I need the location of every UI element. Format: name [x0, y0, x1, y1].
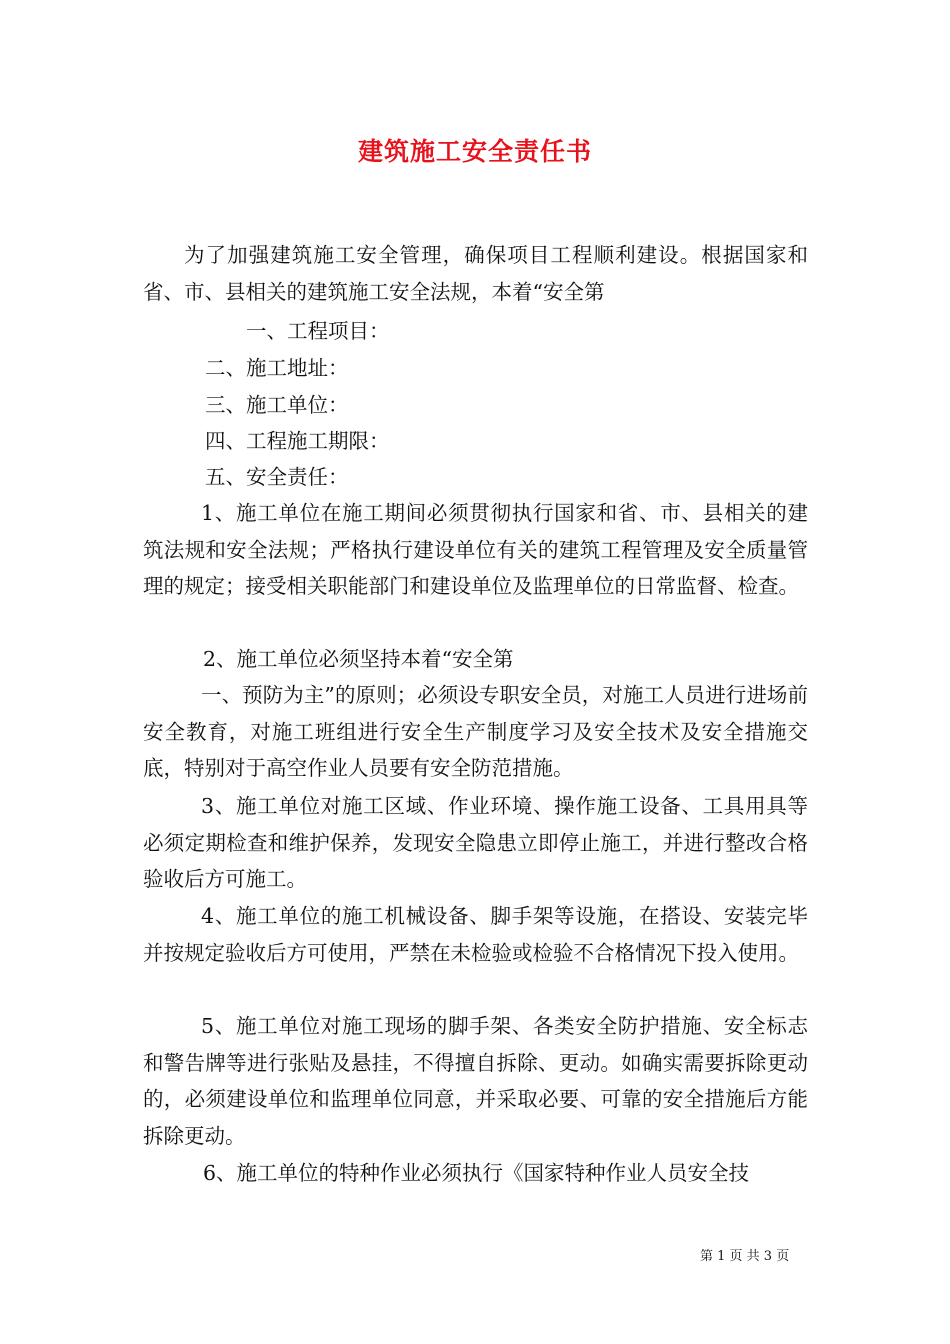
item-period: 四、工程施工期限： [205, 429, 390, 453]
page-number: 第 1 页 共 3 页 [700, 1249, 790, 1264]
clause-5: 5、施工单位对施工现场的脚手架、各类安全防护措施、安全标志和警告牌等进行张贴及悬挂，不得擅自拆除、更动。如确实需要拆除更动的，必须建设单位和监理单位同意，并采取必要、可靠的安全措施后方能拆除更动。 [143, 1014, 808, 1148]
item-project: 一、工程项目： [246, 319, 390, 343]
clause-1: 1、施工单位在施工期间必须贯彻执行国家和省、市、县相关的建筑法规和安全法规；严格执行建设单位有关的建筑工程管理及安全质量管理的规定；接受相关职能部门和建设单位及监理单位的日常监督、检查。 [143, 501, 808, 598]
item-contractor: 三、施工单位： [205, 393, 349, 417]
clause-6: 6、施工单位的特种作业必须执行《国家特种作业人员安全技 [203, 1161, 750, 1185]
clause-2-continued: 一、预防为主”的原则；必须设专职安全员，对施工人员进行进场前安全教育，对施工班组进行安全生产制度学习及安全技术及安全措施交底，特别对于高空作业人员要有安全防范措施。 [143, 683, 808, 780]
item-responsibility: 五、安全责任： [205, 465, 349, 489]
clause-4: 4、施工单位的施工机械设备、脚手架等设施，在搭设、安装完毕并按规定验收后方可使用，严禁在未检验或检验不合格情况下投入使用。 [143, 904, 808, 965]
clause-3: 3、施工单位对施工区域、作业环境、操作施工设备、工具用具等必须定期检查和维护保养，发现安全隐患立即停止施工，并进行整改合格验收后方可施工。 [143, 794, 808, 891]
item-address: 二、施工地址： [205, 356, 349, 380]
intro-paragraph: 为了加强建筑施工安全管理，确保项目工程顺利建设。根据国家和省、市、县相关的建筑施工安全法规，本着“安全第 [143, 243, 808, 304]
document-title: 建筑施工安全责任书 [357, 137, 592, 166]
clause-2: 2、施工单位必须坚持本着“安全第 [203, 647, 514, 671]
